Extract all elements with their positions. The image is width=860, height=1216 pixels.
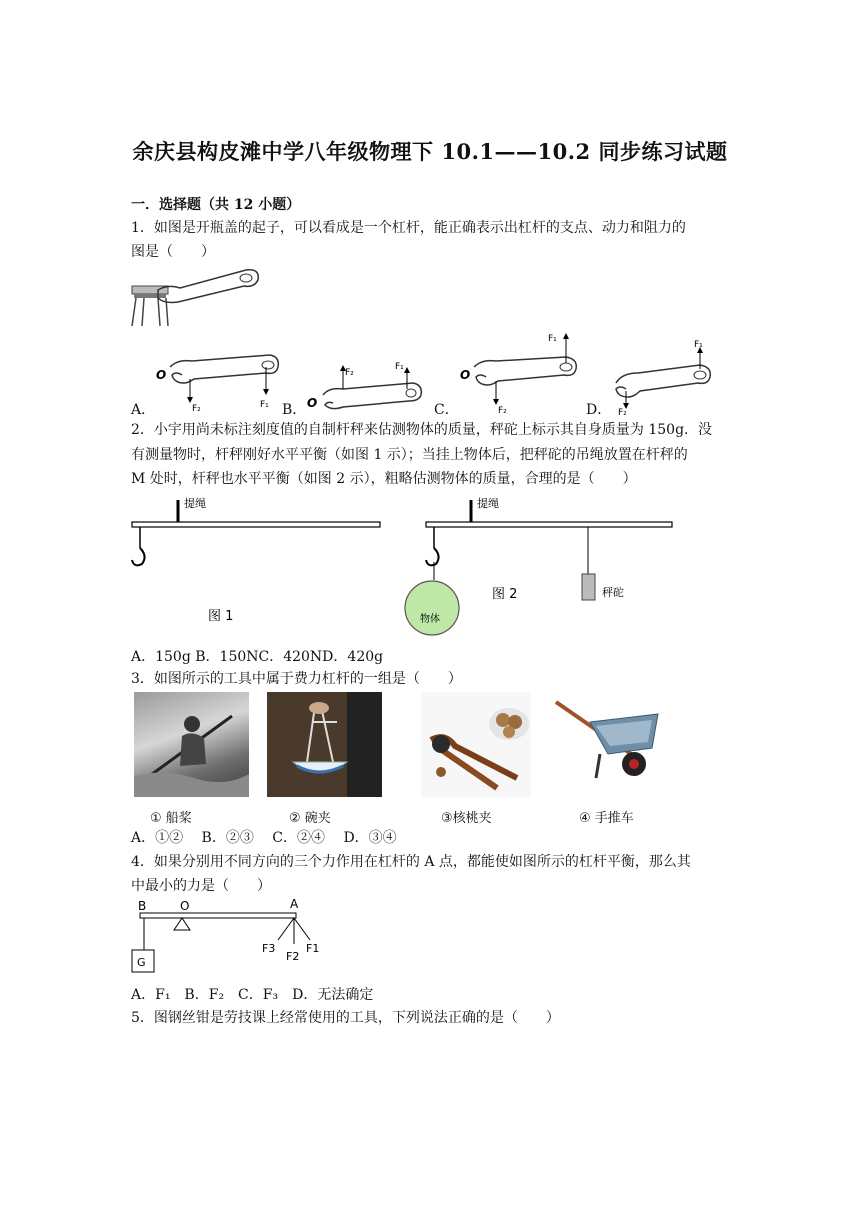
steelyard-figures (126, 492, 686, 642)
rope-label-1: 提绳 (184, 497, 206, 510)
page-title: 余庆县构皮滩中学八年级物理下 10.1——10.2 同步练习试题 (132, 139, 728, 164)
svg-text:O: O (460, 368, 471, 382)
figure-2-caption: 图 2 (492, 587, 518, 602)
q4-options: A．F₁ B．F₂ C．F₃ D．无法确定 (131, 987, 374, 1003)
caption-bowl-clip: ② 碗夹 (289, 811, 331, 826)
svg-text:F₂: F₂ (498, 406, 507, 415)
weight-label: 秤砣 (602, 586, 624, 599)
q1-option-b: B． (282, 402, 307, 418)
figure-1-caption: 图 1 (208, 609, 234, 624)
svg-text:F3: F3 (262, 942, 276, 955)
svg-text:A: A (290, 897, 299, 911)
q1-line2: 图是（ ） (131, 244, 215, 260)
svg-text:F₁: F₁ (260, 400, 269, 410)
svg-text:O: O (307, 396, 318, 410)
lever-figure (126, 896, 336, 980)
svg-text:B: B (138, 899, 147, 913)
svg-text:F₁: F₁ (694, 340, 703, 350)
svg-text:F₂: F₂ (618, 408, 627, 417)
object-ball (405, 581, 459, 635)
q2-line3: M 处时，杆秤也水平平衡（如图 2 示），粗略估测物体的质量，合理的是（ ） (131, 471, 637, 487)
q1-option-d: D． (586, 402, 612, 418)
q1-figure-b (303, 355, 433, 415)
svg-text:F2: F2 (286, 950, 300, 963)
q4-line2: 中最小的力是（ ） (131, 878, 271, 894)
q2-options: A．150g B．150NC．420ND．420g (131, 649, 384, 665)
bowl-clip-photo (267, 692, 382, 797)
q1-option-a: A． (131, 402, 156, 418)
rope-label-2: 提绳 (477, 497, 499, 510)
svg-text:F₂: F₂ (345, 368, 354, 378)
q1-figure-d (608, 335, 718, 417)
q4-line1: 4．如果分别用不同方向的三个力作用在杠杆的 A 点，都能使如图所示的杠杆平衡，那么其 (131, 854, 691, 870)
svg-text:F₂: F₂ (192, 404, 201, 414)
q1-figure-a (148, 345, 288, 415)
svg-text:F₁: F₁ (548, 334, 557, 344)
caption-wheelbarrow: ④ 手推车 (579, 811, 634, 826)
svg-text:F₁: F₁ (395, 362, 404, 372)
q2-line1: 2．小宇用尚未标注刻度值的自制杆秤来估测物体的质量，秤砣上标示其自身质量为 150g．没 (131, 422, 713, 438)
q1-figure-c (456, 325, 586, 415)
paddle-photo (134, 692, 249, 797)
q1-option-c: C． (434, 402, 459, 418)
q2-line2: 有测量物时，杆秤刚好水平平衡（如图 1 示）；当挂上物体后，把秤砣的吊绳放置在杆秤的 (131, 447, 688, 463)
q3-options: A．①② B．②③ C．②④ D．③④ (131, 830, 397, 846)
section-heading: 一．选择题（共 12 小题） (131, 197, 301, 213)
nutcracker-photo (421, 692, 531, 797)
counterweight (582, 574, 595, 600)
fulcrum-label: O (156, 368, 167, 382)
wheelbarrow-photo (548, 692, 668, 797)
object-label: 物体 (420, 614, 440, 625)
svg-text:F1: F1 (306, 942, 320, 955)
caption-nutcracker: ③核桃夹 (441, 811, 492, 826)
q3-line1: 3．如图所示的工具中属于费力杠杆的一组是（ ） (131, 671, 462, 687)
bottle-opener-figure (128, 262, 268, 330)
q5-line1: 5．图钢丝钳是劳技课上经常使用的工具，下列说法正确的是（ ） (131, 1010, 560, 1026)
q1-line1: 1．如图是开瓶盖的起子，可以看成是一个杠杆，能正确表示出杠杆的支点、动力和阻力的 (131, 220, 686, 236)
svg-text:O: O (180, 899, 190, 913)
svg-text:G: G (137, 956, 146, 969)
caption-paddle: ① 船桨 (150, 811, 192, 826)
